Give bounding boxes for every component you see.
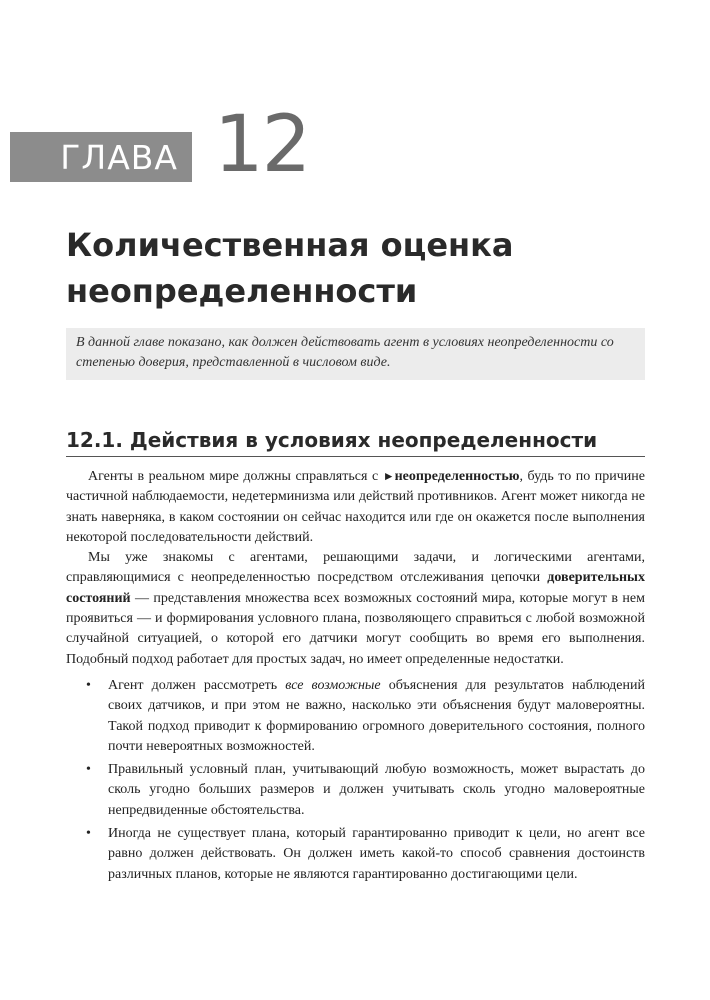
- term-uncertainty: неопределенностью: [394, 469, 520, 484]
- paragraph-2-text-end: — представления множества всех возможных состояний мира, которые могут в нем проявиться — и формирования условного плана, позволяющего справиться с любой возможной случайной ситуацией, о которой его датчики могут сообщить во время его выполнения. Подобный подход работает для простых задач, но имеет определенные недостатки.: [66, 590, 645, 667]
- paragraph-1-text-start: Агенты в реальном мире должны справляться с: [88, 469, 383, 484]
- paragraph-1: [66, 466, 645, 548]
- bullet-icon: •: [86, 762, 91, 778]
- chapter-abstract: В данной главе показано, как должен действовать агент в условиях неопределенности со степенью доверия, представленной в числовом виде.: [66, 328, 645, 380]
- chapter-title: Количественная оценка неопределенности: [66, 226, 514, 310]
- list-item: [86, 676, 645, 757]
- paragraph-1-text-end: , будь то по причине частичной наблюдаемости, недетерминизма или действий противников. Агент может никогда не знать наверняка, в каком состоянии он сейчас находится или где он окажется после выполнения некоторой последовательности действий.: [66, 469, 645, 545]
- paragraph-2: [66, 548, 645, 670]
- list-item-emphasis: все возможные: [285, 677, 381, 693]
- chapter-label-band: [10, 132, 192, 182]
- list-item: [86, 760, 645, 821]
- chapter-word: ГЛАВА: [60, 137, 178, 177]
- list-item-text: Агент должен рассмотреть: [108, 677, 286, 693]
- list-item-text: Правильный условный план, учитывающий любую возможность, может вырастать до сколь угодно больших размеров и должен учитывать сколь угодно маловероятные непредвиденные обстоятельства.: [108, 762, 645, 818]
- list-item-text: Иногда не существует плана, который гарантированно приводит к цели, но агент все равно должен действовать. Он должен иметь какой-то способ сравнения достоинств различных планов, которые не являются гарантированно достигающими цели.: [108, 826, 645, 882]
- paragraph-2-text-start: Мы уже знакомы с агентами, решающими задачи, и логическими агентами, справляющимися с неопределенностью посредством отслеживания цепочки: [66, 550, 645, 586]
- term-belief-states: доверительных состояний: [66, 570, 645, 606]
- list-item: [86, 824, 645, 885]
- arrow-right-icon: ►: [382, 469, 395, 483]
- section-heading: 12.1. Действия в условиях неопределенности: [66, 426, 645, 457]
- bullet-icon: •: [86, 826, 91, 842]
- bullet-list: [66, 676, 645, 885]
- chapter-number: 12: [214, 100, 310, 190]
- list-item-text-end: объяснения для результатов наблюдений своих датчиков, и при этом не важно, насколько эти объяснения будут маловероятны. Такой подход приводит к формированию огромного доверительного состояния, полного почти невероятных возможностей.: [108, 677, 645, 754]
- section-body: [66, 466, 645, 888]
- bullet-icon: •: [86, 677, 91, 693]
